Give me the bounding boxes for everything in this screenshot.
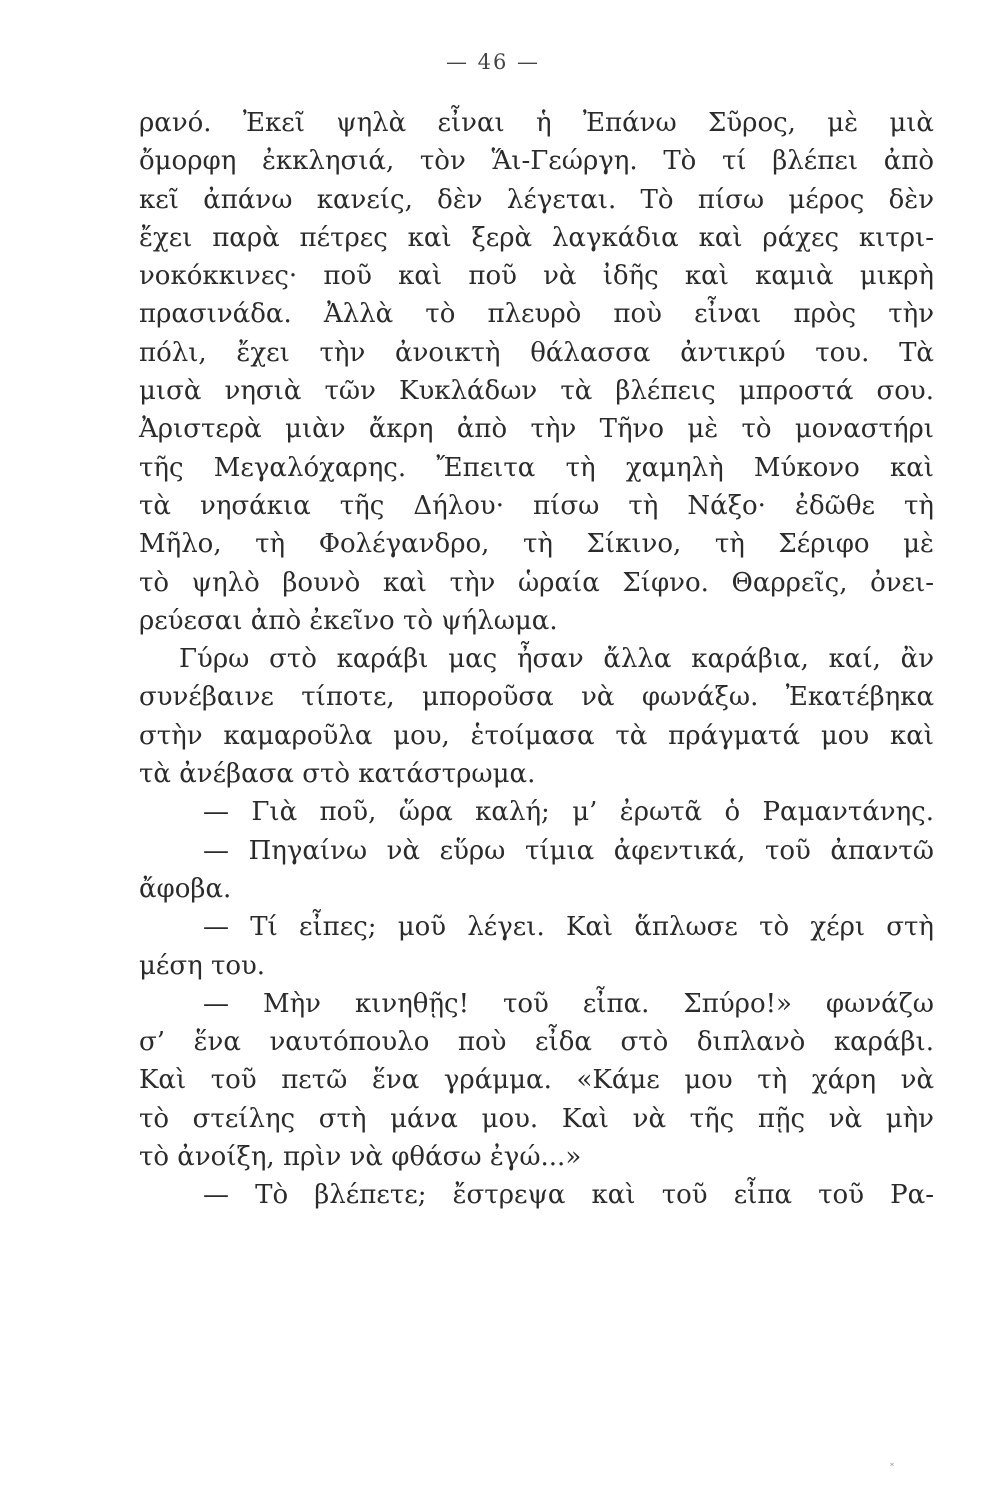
text-line: πρασινάδα. Ἀλλὰ τὸ πλευρὸ ποὺ εἶναι πρὸς τὴν	[139, 299, 934, 330]
text-line: πόλι, ἔχει τὴν ἀνοικτὴ θάλασσα ἀντικρύ του. Τὰ	[139, 337, 934, 368]
text-line: μισὰ νησιὰ τῶν Κυκλάδων τὰ βλέπεις μπροστά σου.	[139, 376, 934, 407]
page-number: — 46 —	[445, 50, 541, 74]
text-line: τὰ νησάκια τῆς Δήλου· πίσω τὴ Νάξο· ἐδῶθε τὴ	[139, 490, 934, 521]
text-line: στὴν καμαροῦλα μου, ἑτοίμασα τὰ πράγματά μου καὶ	[139, 720, 934, 751]
text-line: — Γιὰ ποῦ, ὥρα καλή; μ’ ἐρωτᾶ ὁ Ραμαντάνης.	[203, 797, 934, 828]
text-line: τὸ ἀνοίξη, πρὶν νὰ φθάσω ἐγώ...»	[139, 1142, 582, 1173]
text-line: συνέβαινε τίποτε, μποροῦσα νὰ φωνάξω. Ἐκατέβηκα	[139, 682, 934, 713]
text-line: Γύρω στὸ καράβι μας ἦσαν ἄλλα καράβια, καί, ἂν	[179, 644, 934, 675]
text-line: Καὶ τοῦ πετῶ ἕνα γράμμα. «Κάμε μου τὴ χάρη νὰ	[139, 1065, 934, 1096]
text-line: — Τὸ βλέπετε; ἔστρεψα καὶ τοῦ εἶπα τοῦ Ρα-	[203, 1180, 934, 1211]
text-line: ἔχει παρὰ πέτρες καὶ ξερὰ λαγκάδια καὶ ράχες κιτρι-	[139, 222, 934, 253]
text-line: τὸ στείλης στὴ μάνα μου. Καὶ νὰ τῆς πῇς νὰ μὴν	[139, 1103, 934, 1134]
text-line: — Μὴν κινηθῇς! τοῦ εἶπα. Σπύρο!» φωνάζω	[203, 988, 934, 1019]
text-line: ὄμορφη ἐκκλησιά, τὸν Ἅι-Γεώργη. Τὸ τί βλέπει ἀπὸ	[139, 146, 934, 177]
text-line: ἄφοβα.	[139, 873, 232, 904]
text-line: τὸ ψηλὸ βουνὸ καὶ τὴν ὡραία Σίφνο. Θαρρεῖς, ὀνει-	[139, 567, 934, 598]
text-line: νοκόκκινες· ποῦ καὶ ποῦ νὰ ἰδῆς καὶ καμιὰ μικρὴ	[139, 261, 934, 292]
text-line: Μῆλο, τὴ Φολέγανδρο, τὴ Σίκινο, τὴ Σέριφο μὲ	[139, 529, 934, 560]
text-line: τὰ ἀνέβασα στὸ κατάστρωμα.	[139, 759, 536, 790]
text-line: — Πηγαίνω νὰ εὕρω τίμια ἀφεντικά, τοῦ ἀπαντῶ	[203, 835, 934, 866]
text-line: κεῖ ἀπάνω κανείς, δὲν λέγεται. Τὸ πίσω μέρος δὲν	[139, 184, 934, 215]
text-line: — Τί εἶπες; μοῦ λέγει. Καὶ ἅπλωσε τὸ χέρι στὴ	[203, 912, 934, 943]
text-line: μέση του.	[139, 950, 266, 981]
text-line: ρεύεσαι ἀπὸ ἐκεῖνο τὸ ψήλωμα.	[139, 605, 558, 636]
text-line: σ’ ἕνα ναυτόπουλο ποὺ εἶδα στὸ διπλανὸ καράβι.	[139, 1027, 934, 1058]
text-line: ρανό. Ἐκεῖ ψηλὰ εἶναι ἡ Ἐπάνω Σῦρος, μὲ μιὰ	[139, 108, 934, 138]
text-line: Ἀριστερὰ μιὰν ἄκρη ἀπὸ τὴν Τῆνο μὲ τὸ μοναστήρι	[139, 414, 934, 445]
corner-mark: *	[890, 1462, 894, 1471]
text-block	[139, 104, 934, 1215]
text-line: τῆς Μεγαλόχαρης. Ἔπειτα τὴ χαμηλὴ Μύκονο καὶ	[139, 452, 934, 483]
